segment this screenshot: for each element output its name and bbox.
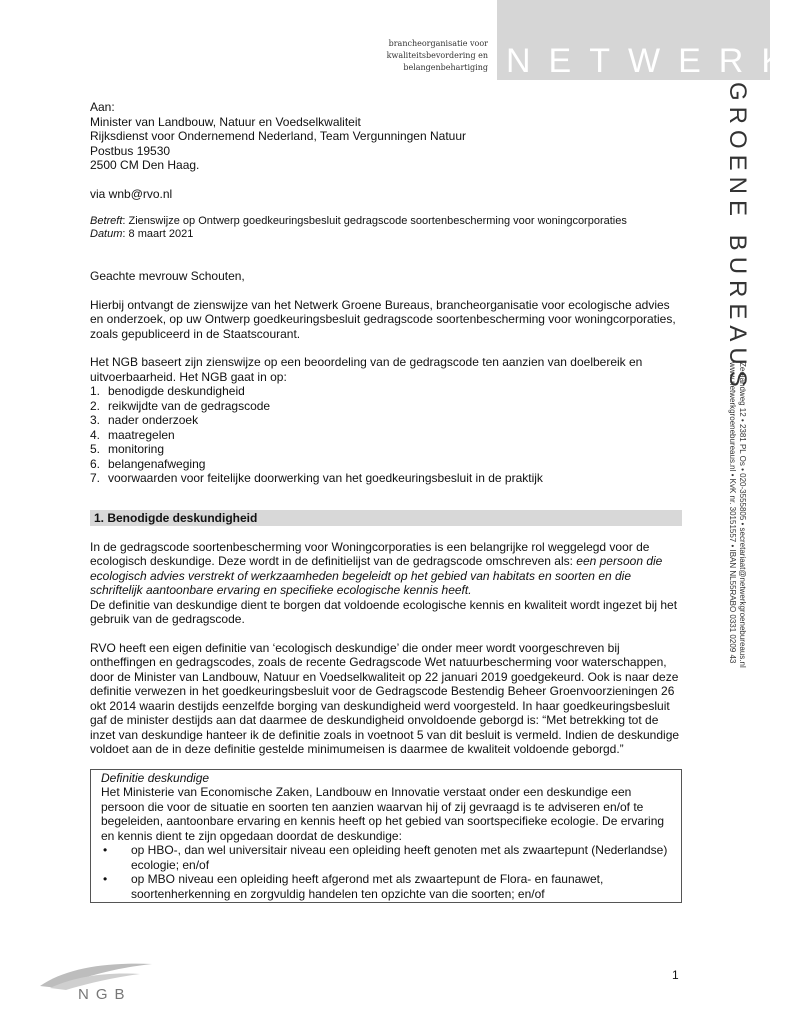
subject-block bbox=[90, 215, 682, 241]
list-item: 2. reikwijdte van de gedragscode bbox=[90, 398, 271, 413]
list-item: 7. voorwaarden voor feitelijke doorwerking van het goedkeuringsbesluit in de praktijk bbox=[90, 471, 543, 485]
contact-address bbox=[727, 362, 747, 668]
tagline-line: brancheorganisatie voor bbox=[388, 39, 488, 48]
definition-title: Definitie deskundige bbox=[101, 770, 210, 785]
tagline-line: kwaliteitsbevordering en bbox=[386, 51, 488, 60]
section-heading: 1. Benodigde deskundigheid bbox=[90, 510, 682, 526]
ngb-logo-text: NGB bbox=[78, 986, 132, 1003]
betreft-text: : Zienswijze op Ontwerp goedkeuringsbesluit gedragscode soortenbescherming voor woningcorporaties bbox=[122, 215, 627, 227]
list-item: 6. belangenafweging bbox=[90, 456, 206, 471]
list-item: • op MBO niveau een opleiding heeft afgerond met als zwaartepunt de Flora- en faunawet, soortenherkenning en zorgvuldig handelen ten opzichte van die soorten; en/of bbox=[103, 872, 604, 901]
header-tagline bbox=[288, 38, 488, 74]
section-paragraph: In de gedragscode soortenbescherming voor Woningcorporaties is een belangrijke rol weggelegd voor de ecologisch deskundige. Deze wordt in de definitielijst van de gedragscode omschreven als: een persoon die ecologisch advies verstrekt of werkzaamheden begeleidt op het gebied van habitats en soorten en die schriftelijk aantoonbare ervaring en specifieke ecologische kennis heeft. bbox=[90, 539, 663, 597]
betreft-label: Betreft bbox=[90, 215, 123, 227]
address-line: Zeelandweg 12 • 2381 PL Os • 020-3555805 • secretariaat@netwerkgroenebureaus.nl bbox=[738, 362, 747, 668]
list-item: 4. maatregelen bbox=[90, 427, 175, 442]
list-item: • op HBO-, dan wel universitair niveau een opleiding heeft genoten met als zwaartepunt (Nederlandse) ecologie; en/of bbox=[103, 843, 668, 872]
basis-paragraph: Het NGB baseert zijn zienswijze op een beoordeling van de gedragscode ten aanzien van doelbereik en uitvoerbaarheid. Het NGB gaat in op: bbox=[90, 355, 643, 384]
address-line: Aan: bbox=[90, 100, 115, 114]
tagline-line: belangenbehartiging bbox=[403, 63, 488, 72]
page-number: 1 bbox=[672, 968, 679, 982]
section-paragraph: De definitie van deskundige dient te borgen dat voldoende ecologische kennis en kwaliteit wordt ingezet bij het gebruik van de gedragscode. bbox=[90, 597, 678, 626]
datum-text: : 8 maart 2021 bbox=[122, 228, 194, 240]
letter-body bbox=[90, 100, 682, 903]
topics-list bbox=[90, 384, 682, 486]
recipient-address bbox=[90, 100, 682, 173]
address-line: Rijksdienst voor Ondernemend Nederland, Team Vergunningen Natuur bbox=[90, 129, 467, 143]
definition-bullets bbox=[101, 843, 673, 901]
address-line: www.netwerkgroenebureaus.nl • KvK nr. 30151557 • IBAN NL55RABO 0331 0209 43 bbox=[728, 362, 737, 664]
list-item: 3. nader onderzoek bbox=[90, 413, 199, 427]
netwerk-wordmark: NETWERK bbox=[506, 42, 802, 80]
list-item: 1. benodigde deskundigheid bbox=[90, 384, 245, 398]
groene-bureaus-wordmark: GROENE BUREAUS bbox=[724, 82, 751, 393]
definition-text: Het Ministerie van Economische Zaken, Landbouw en Innovatie verstaat onder een deskundige een persoon die voor de situatie en soorten ten aanzien waarvan hij of zij gevraagd is te adviseren en/of te begeleiden, aantoonbare ervaring en kennis heeft op het gebied van soortspecifieke ecologie. De ervaring en kennis dient te zijn opgedaan doordat de deskundige: bbox=[101, 785, 665, 843]
list-item: 5. monitoring bbox=[90, 442, 165, 456]
address-line: 2500 CM Den Haag. bbox=[90, 158, 200, 172]
address-line: Minister van Landbouw, Natuur en Voedselkwaliteit bbox=[90, 114, 361, 129]
definition-box bbox=[90, 769, 682, 904]
datum-label: Datum bbox=[90, 228, 123, 240]
address-line: Postbus 19530 bbox=[90, 143, 171, 158]
section-paragraph: RVO heeft een eigen definitie van ‘ecologisch deskundige’ die onder meer wordt voorgeschreven bij ontheffingen en gedragscodes, zoals de recente Gedragscode Wet natuurbescherming voor waterschappen, door de Minister van Landbouw, Natuur en Voedselkwaliteit op 22 januari 2019 goedgekeurd. Ook is naar deze definitie verwezen in het goedkeuringsbesluit voor de Gedragscode Bestendig Beheer Groenvoorzieningen 26 okt 2014 waarin destijds eenzelfde borging van deskundigheid werd voorgesteld. In haar goedkeuringsbesluit gaf de minister destijds aan dat daarmee de deskundigheid onvoldoende geborgd is: “Met betrekking tot de inzet van deskundige hanteer ik de definitie zoals in voetnoot 5 van dit besluit is vermeld. Indien de deskundige voldoet aan de in deze definitie gestelde minimumeisen is daarmee de kwaliteit voldoende geborgd.” bbox=[90, 640, 680, 756]
via-email: via wnb@rvo.nl bbox=[90, 186, 173, 201]
intro-paragraph: Hierbij ontvangt de zienswijze van het Netwerk Groene Bureaus, brancheorganisatie voor ecologische advies en onderzoek, op uw Ontwerp goedkeuringsbesluit gedragscode soortenbescherming voor woningcorporaties, zoals gepubliceerd in de Staatscourant. bbox=[90, 297, 676, 341]
salutation: Geachte mevrouw Schouten, bbox=[90, 269, 245, 283]
